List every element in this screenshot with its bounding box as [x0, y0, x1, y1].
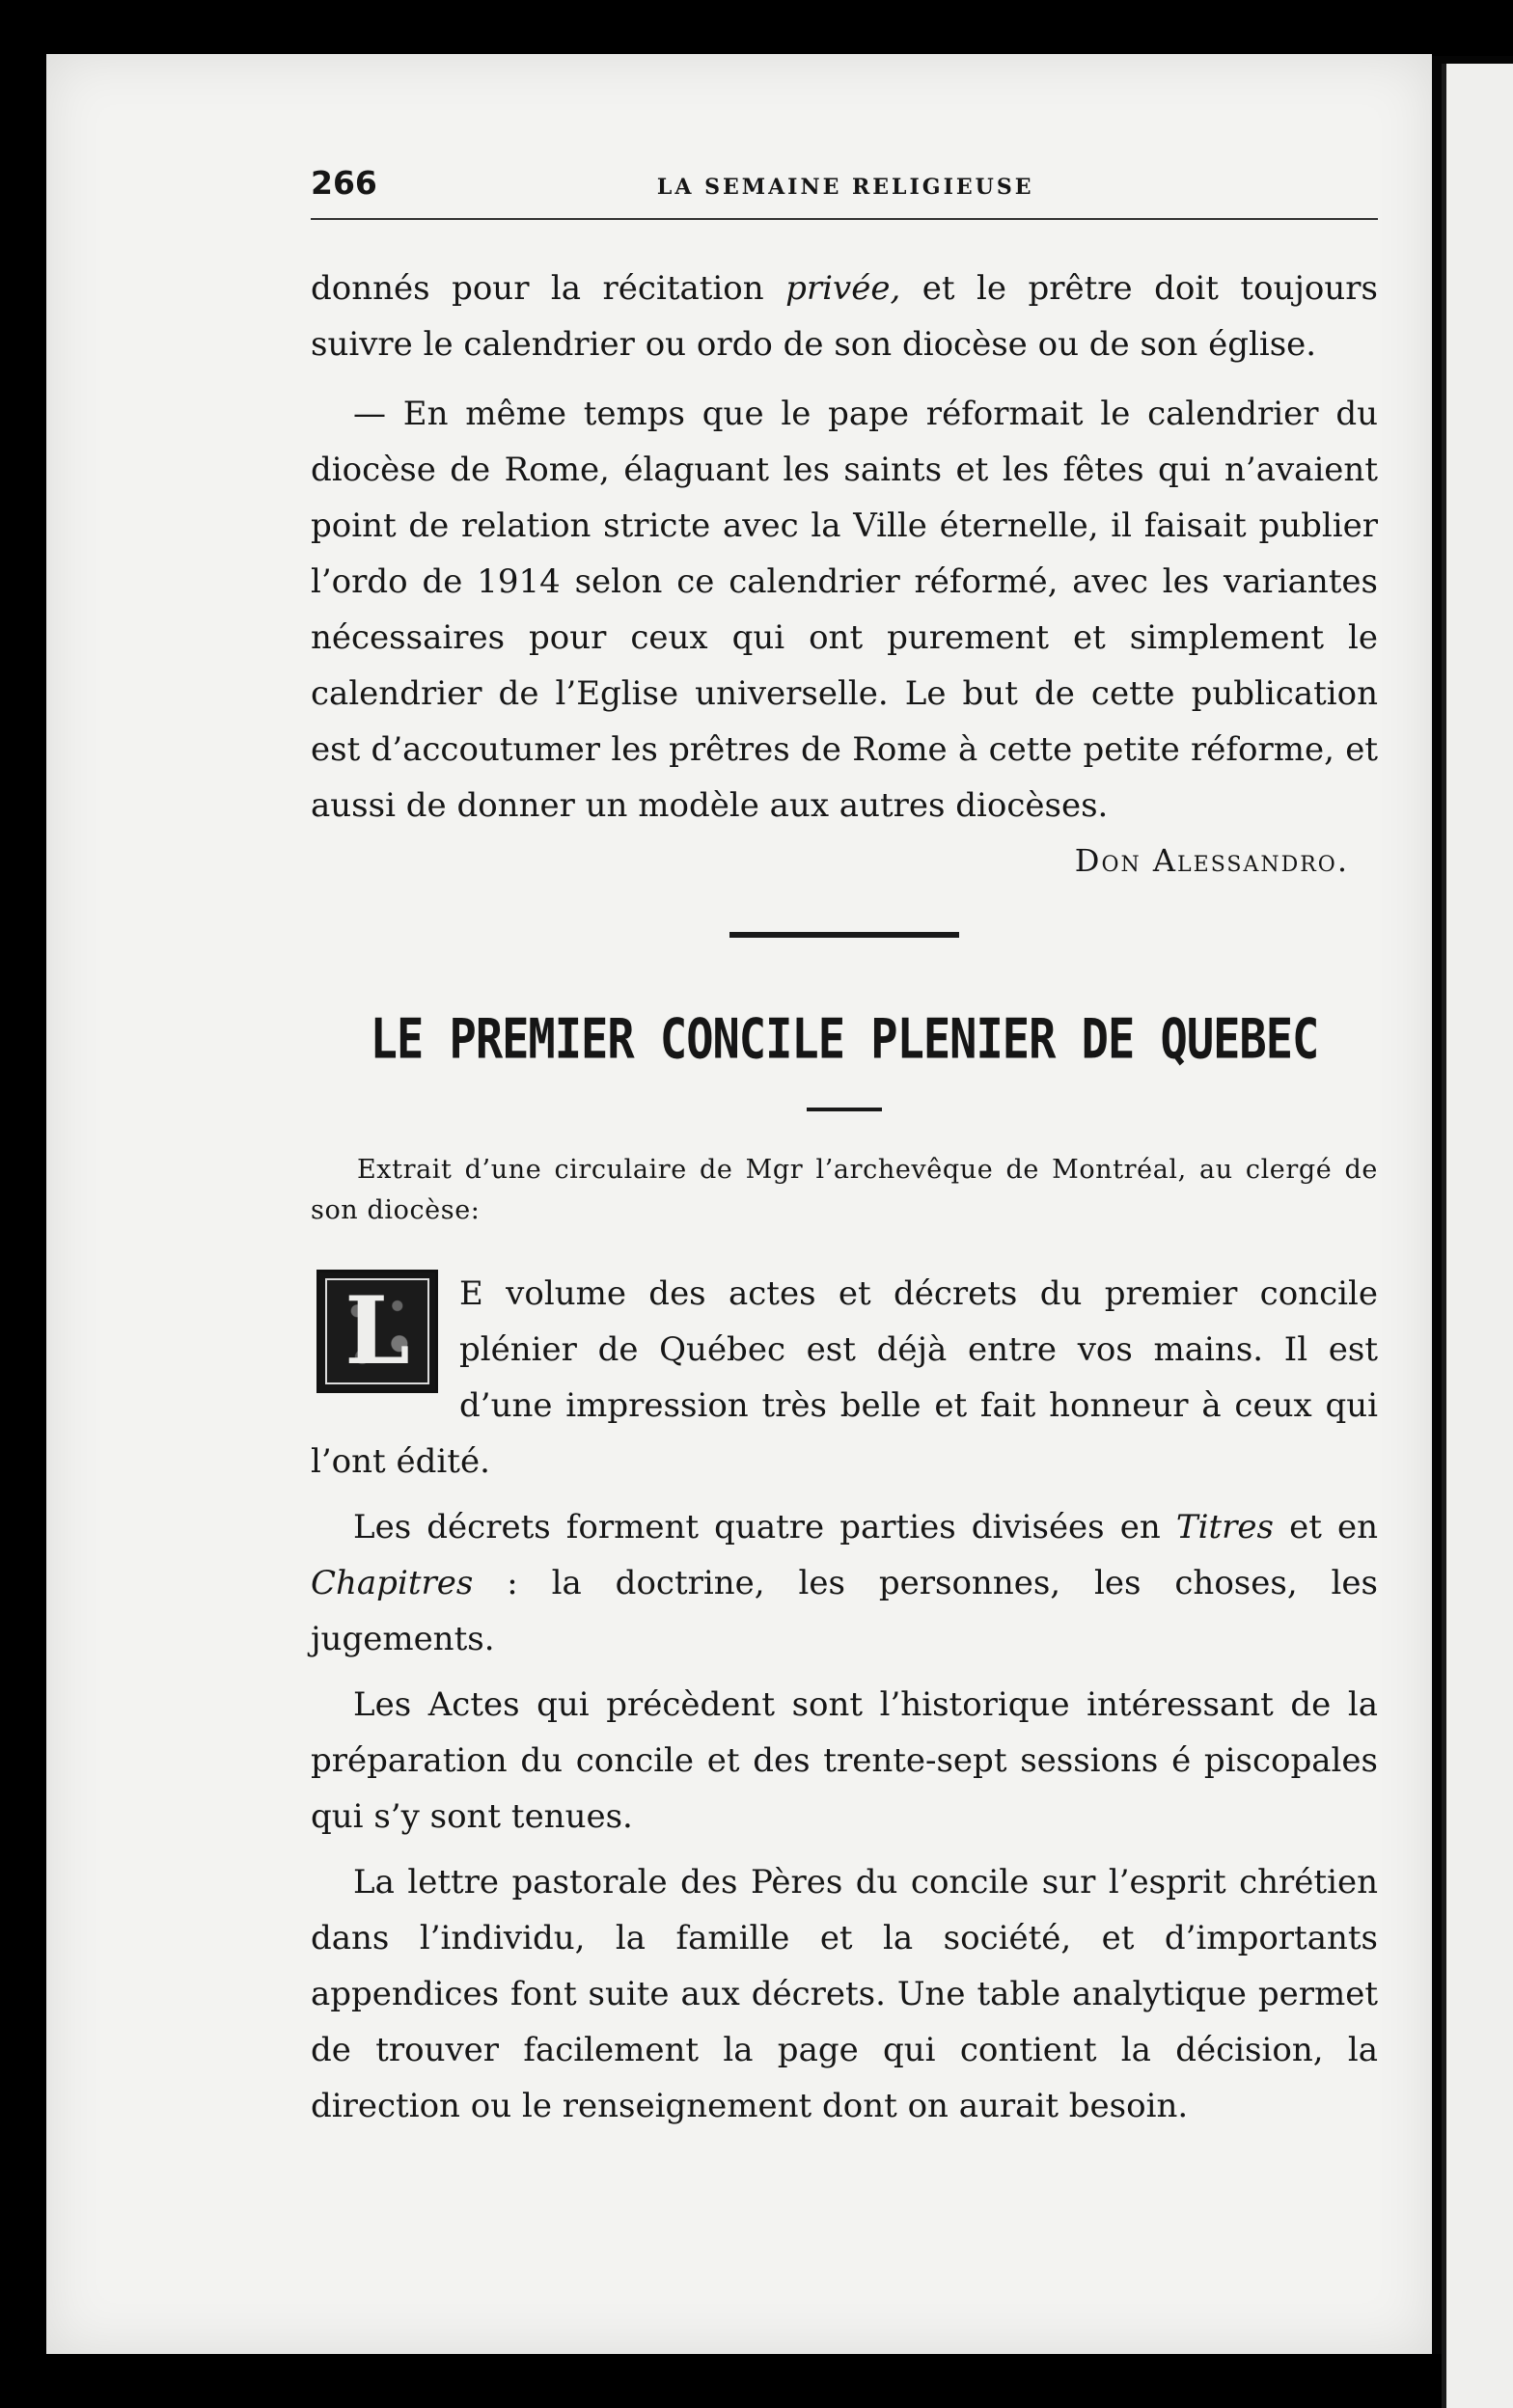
adjacent-page-edge	[1442, 64, 1513, 2408]
extract-intro: Extrait d’une circulaire de Mgr l’archevêque de Montréal, au clergé de son diocèse:	[311, 1155, 1378, 1225]
article2-paragraph-3: Les Actes qui précèdent sont l’historique intéressant de la préparation du concile et des trente-sept sessions é piscopales qui s’y sont tenues.	[311, 1685, 1378, 1836]
author-signature: Don Alessandro.	[1074, 842, 1349, 879]
scan-border-bottom	[0, 2354, 1442, 2408]
italic-word: privée,	[785, 269, 901, 308]
running-header	[311, 164, 1378, 220]
article1-paragraph-2: — En même temps que le pape réformait le calendrier du diocèse de Rome, élaguant les saints et les fêtes qui n’avaient point de relation stricte avec la Ville éternelle, il faisait publier l’ordo de 1914 selon ce calendrier réformé, avec les variantes nécessaires pour ceux qui ont purement et simplement le calendrier de l’Eglise universelle. Le but de cette publication est d’accoutumer les prêtres de Rome à cette petite réforme, et aussi de donner un modèle aux autres diocèses.	[311, 395, 1378, 825]
italic-word-titres: Titres	[1175, 1508, 1274, 1546]
page-number: 266	[311, 164, 377, 202]
article1-paragraph-1: donnés pour la récitation privée, et le prêtre doit toujours suivre le calendrier ou ordo de son diocèse ou de son église.	[311, 269, 1379, 364]
scan-border-left	[0, 0, 46, 2408]
italic-word-chapitres: Chapitres	[311, 1564, 474, 1602]
title-underline	[807, 1108, 882, 1111]
article2-paragraph-1	[311, 1266, 1378, 1490]
section-divider	[729, 932, 959, 938]
dropcap-letter: L	[344, 1276, 410, 1385]
article2-paragraph-4: La lettre pastorale des Pères du concile sur l’esprit chrétien dans l’individu, la famille et la société, et d’importants appendices font suite aux décrets. Une table analytique permet de trouver facilement la page qui contient la décision, la direction ou le renseignement dont on aurait besoin.	[311, 1863, 1378, 2125]
scan-border-top	[0, 0, 1513, 56]
section-title: LE PREMIER CONCILE PLENIER DE QUEBEC	[370, 1006, 1319, 1072]
page-content	[311, 164, 1378, 2134]
running-title: LA SEMAINE RELIGIEUSE	[656, 175, 1034, 200]
ornamental-dropcap	[316, 1270, 438, 1393]
article2-paragraph-2: Les décrets forment quatre parties divisées en Titres et en Chapitres : la doctrine, les personnes, les choses, les jugements.	[311, 1508, 1379, 1658]
dropcap-paragraph-text: E volume des actes et décrets du premier concile plénier de Québec est déjà entre vos mains. Il est d’une impression très belle et fait honneur à ceux qui l’ont édité.	[311, 1274, 1378, 1481]
